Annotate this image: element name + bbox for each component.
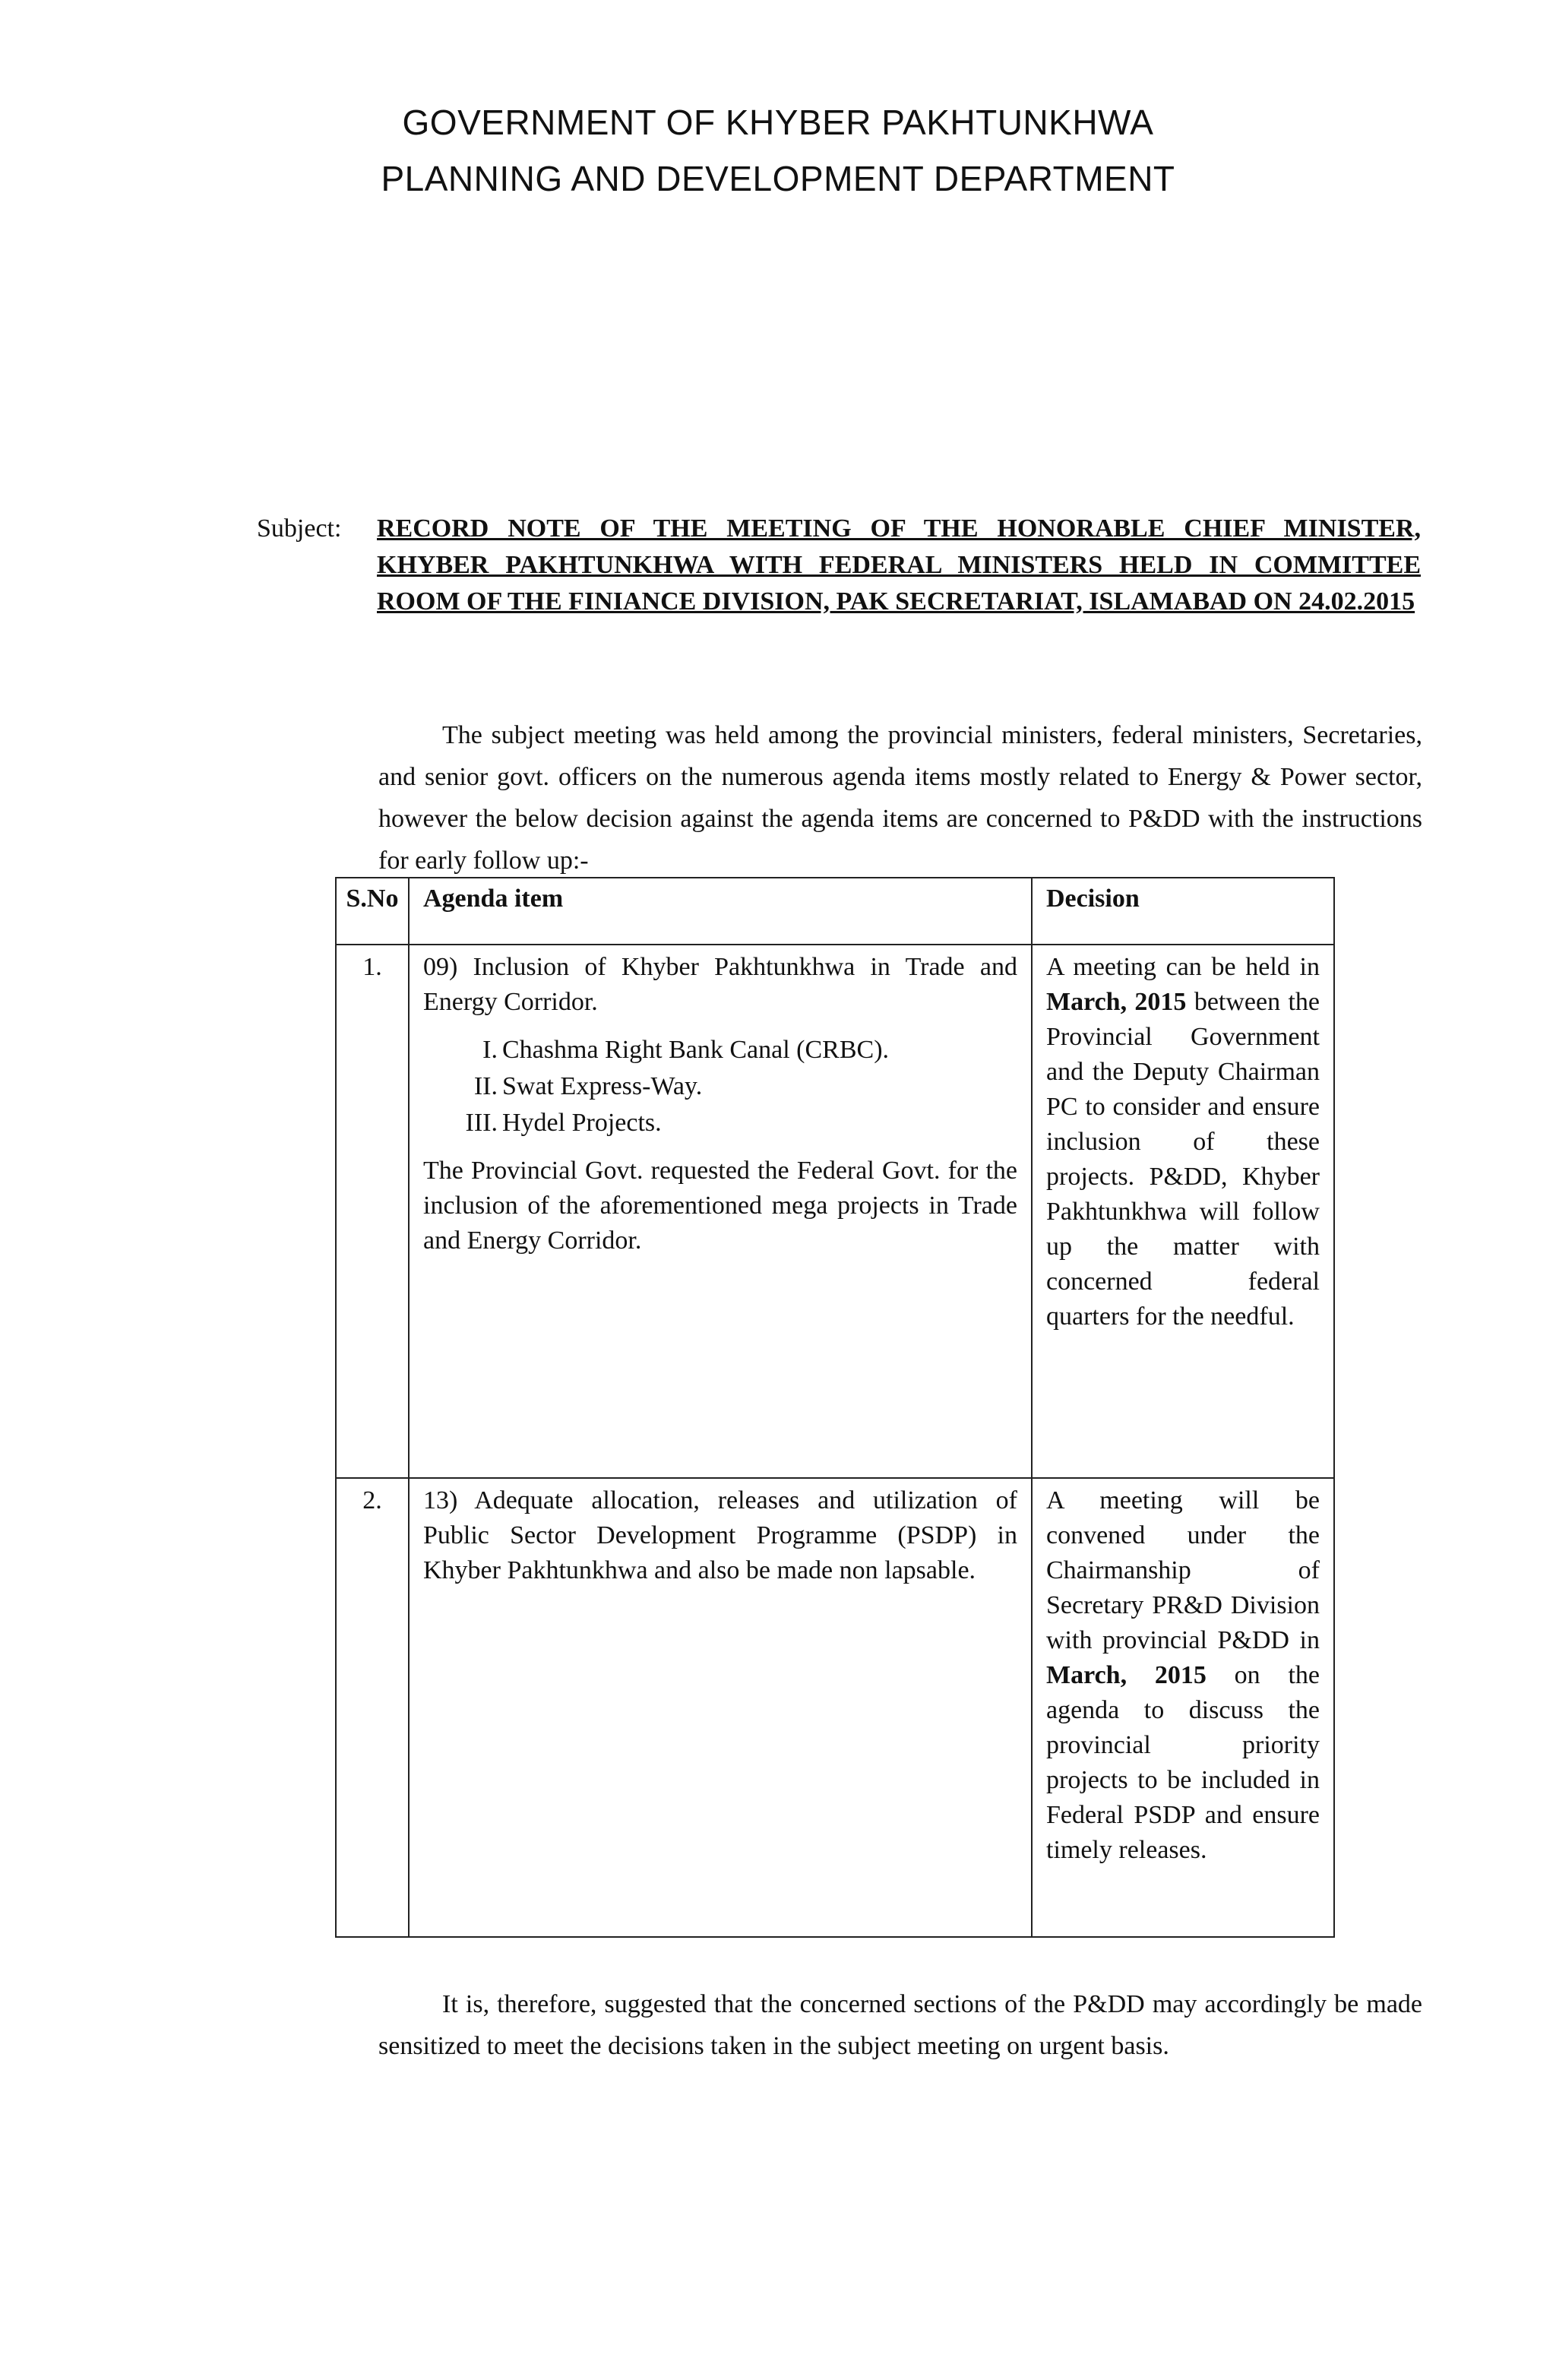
agenda-item-intro: 09) Inclusion of Khyber Pakhtunkhwa in Trade and Energy Corridor.: [423, 953, 1017, 1016]
list-item: [449, 1032, 1017, 1068]
list-item: [449, 1068, 1017, 1105]
decision-pre: A meeting can be held in: [1046, 953, 1320, 981]
agenda-table: [335, 877, 1335, 1938]
header-decision: Decision: [1032, 878, 1334, 945]
decision-date: March, 2015: [1046, 988, 1187, 1016]
agenda-item-note: The Provincial Govt. requested the Federal Govt. for the inclusion of the aforementioned mega projects in Trade and Energy Corridor.: [423, 1157, 1017, 1255]
list-item-text: Chashma Right Bank Canal (CRBC).: [502, 1036, 890, 1064]
table-header-row: [336, 878, 1334, 945]
header-agenda-item: Agenda item: [409, 878, 1032, 945]
decision-text: [1046, 950, 1320, 1334]
letterhead-line-1: GOVERNMENT OF KHYBER PAKHTUNKHWA: [402, 103, 1154, 142]
list-item-text: Hydel Projects.: [502, 1109, 662, 1137]
decision-post: between the Provincial Government and the Deputy Chairman PC to consider and ensure inclusion of these projects. P&DD, Khyber Pakhtunkhwa will follow up the matter with concerned federal quarters for the needful.: [1046, 988, 1320, 1331]
subject-label: Subject:: [257, 514, 342, 543]
letterhead-line-2: PLANNING AND DEVELOPMENT DEPARTMENT: [381, 159, 1175, 198]
row-decision: [1032, 1478, 1334, 1937]
header-sno: S.No: [336, 878, 409, 945]
list-item-number: III.: [465, 1109, 498, 1137]
decision-date: March, 2015: [1046, 1661, 1207, 1689]
table-row: [336, 945, 1334, 1478]
list-item-text: Swat Express-Way.: [502, 1072, 703, 1100]
decision-post: on the agenda to discuss the provincial priority projects to be included in Federal PSDP and ensure timely releases.: [1046, 1661, 1320, 1864]
row-decision: [1032, 945, 1334, 1478]
row-sno: 1.: [336, 945, 409, 1478]
agenda-sublist: [449, 1032, 1017, 1141]
list-item-number: II.: [473, 1072, 498, 1100]
closing-paragraph: It is, therefore, suggested that the concerned sections of the P&DD may accordingly be made sensitized to meet the decisions taken in the subject meeting on urgent basis.: [378, 1990, 1422, 2060]
row-agenda-item: [409, 945, 1032, 1478]
intro-paragraph: The subject meeting was held among the provincial ministers, federal ministers, Secretaries, and senior govt. officers on the numerous agenda items mostly related to Energy & Power sector, however the below decision against the agenda items are concerned to P&DD with the instructions for early follow up:-: [378, 721, 1422, 875]
list-item-number: I.: [482, 1036, 498, 1064]
decision-pre: A meeting will be convened under the Chairmanship of Secretary PR&D Division with provincial P&DD in: [1046, 1486, 1320, 1654]
subject-text: RECORD NOTE OF THE MEETING OF THE HONORABLE CHIEF MINISTER, KHYBER PAKHTUNKHWA WITH FEDERAL MINISTERS HELD IN COMMITTEE ROOM OF THE FINIANCE DIVISION, PAK SECRETARIAT, ISLAMABAD ON 24.02.2015: [377, 514, 1421, 616]
table-row: [336, 1478, 1334, 1937]
row-agenda-item: [409, 1478, 1032, 1937]
decision-text: [1046, 1483, 1320, 1868]
list-item: [449, 1105, 1017, 1141]
letterhead: [0, 94, 1556, 207]
agenda-item-intro: 13) Adequate allocation, releases and utilization of Public Sector Development Programme (PSDP) in Khyber Pakhtunkhwa and also be made non lapsable.: [423, 1486, 1017, 1584]
row-sno: 2.: [336, 1478, 409, 1937]
